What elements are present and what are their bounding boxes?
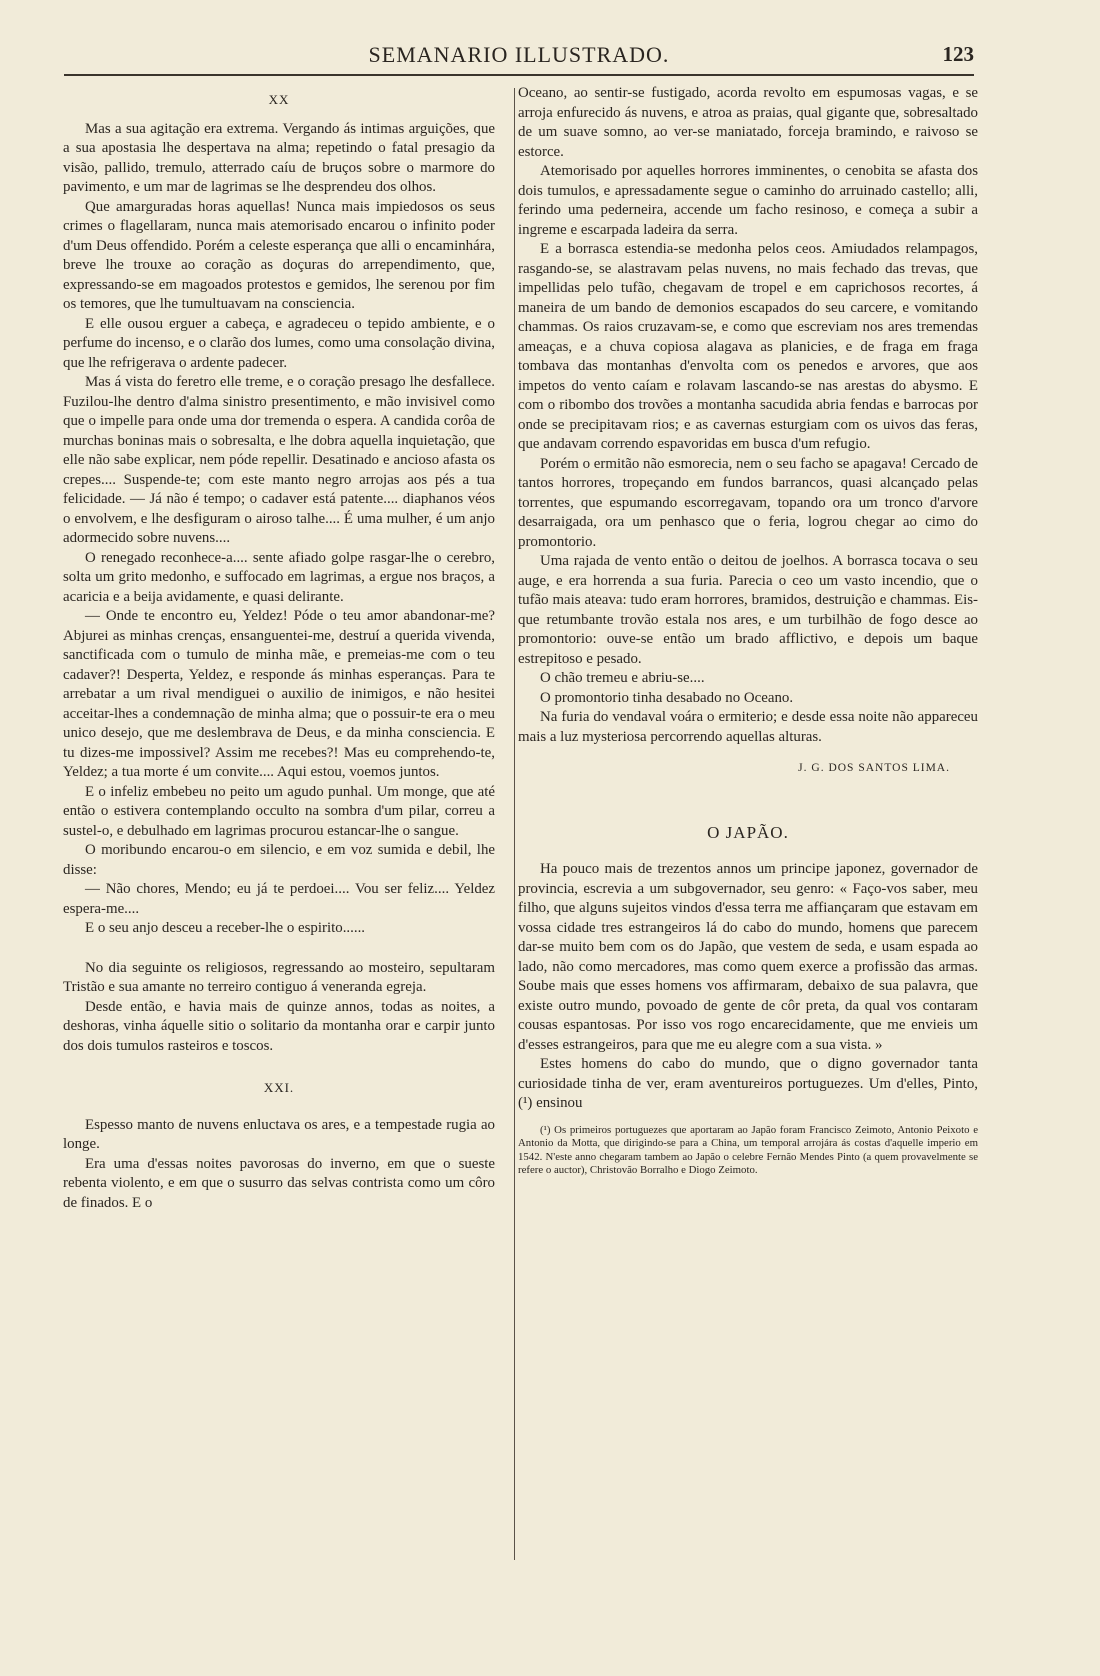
- paragraph: E a borrasca estendia-se medonha pelos ceos. Amiudados relampagos, rasgando-se, se alastravam pelas nuvens, no mais fechado das trevas, que impellidas pelo tufão, chegavam de tropel e em caprichosos recortes, á maneira de um bando de demonios escapados do seu carcere, e vomitando chammas. Os raios cruzavam-se, e como que escreviam nos ares tremendas ameaças, e a chuva copiosa alagava as planicies, e de fraga em fraga tombava das montanhas d'envolta com os penedos e arvores, que aos impetos do vento caíam e rolavam lascando-se nas arestas do abysmo. E com o ribombo dos trovões a montanha sacudida abria fendas e barrocas por onde se precipitavam rios; e as cavernas esturgiam com os uivos das feras, que andavam correndo espavoridas em busca d'um refugio.: [518, 241, 978, 452]
- paragraph: Que amarguradas horas aquellas! Nunca mais impiedosos os seus crimes o flagellaram, nunca mais atemorisado encarou o infinito poder d'um Deus offendido. Porém a celeste esperança que alli o encaminhára, breve lhe trouxe ao coração as doçuras do arrependimento, que, expressando-se em magoados protestos e gemidos, lhe serenou por fim os temores, que lhe tumultuavam na consciencia.: [63, 198, 495, 312]
- paragraph: Espesso manto de nuvens enluctava os ares, e a tempestade rugia ao longe.: [63, 1116, 495, 1152]
- paragraph: Oceano, ao sentir-se fustigado, acorda revolto em espumosas vagas, e se arroja enfurecido ás nuvens, e atroa as praias, qual gigante que, sobresaltado de um suave somno, ao ver-se maniatado, forceja bramindo, e raivoso se estorce.: [518, 85, 978, 160]
- paragraph: Mas á vista do feretro elle treme, e o coração presago lhe desfallece. Fuzilou-lhe dentro d'alma sinistro presentimento, e mão invisivel como que o impelle para onde uma dor tremenda o espera. A candida corôa de murchas boninas mais o sobresalta, e lhe dobra aquella inquietação, que elle não sabe explicar, nem póde repellir. Desatinado e ancioso afasta os crepes.... Suspende-te; com este manto negro arrojas aos pés a tua felicidade. — Já não é tempo; o cadaver está patente.... diaphanos véos o envolvem, e lhe desfiguram o airoso talhe.... É uma mulher, é um anjo adormecido sobre nuvens....: [63, 374, 495, 546]
- section-number-xxi: XXI.: [263, 1080, 295, 1095]
- paragraph: Desde então, e havia mais de quinze annos, todas as noites, a deshoras, vinha áquelle sitio o solitario da montanha orar e carpir junto dos dois tumulos rasteiros e toscos.: [63, 998, 495, 1054]
- paragraph: Porém o ermitão não esmorecia, nem o seu facho se apagava! Cercado de tantos horrores, tropeçando em fundos barrancos, quasi alcançado pelas torrentes, que espumando escorregavam, topando ora um tronco d'arvore desarraigada, ora um penhasco que o feria, logrou chegar ao cimo do promontorio.: [518, 455, 978, 550]
- footnote: (¹) Os primeiros portuguezes que aportaram ao Japão foram Francisco Zeimoto, Antonio Peixoto e Antonio da Motta, que dirigindo-se para a China, um temporal arrojára ás costas d'aquelle imperio em 1542. N'este anno chegaram tambem ao Japão o celebre Fernão Mendes Pinto (a quem provavelmente se refere o auctor), Christovão Borralho e Diogo Zeimoto.: [518, 1123, 978, 1176]
- paragraph: Estes homens do cabo do mundo, que o digno governador tanta curiosidade tinha de ver, eram aventureiros portuguezes. Um d'elles, Pinto, (¹) ensinou: [518, 1056, 978, 1111]
- scene-break: [149, 945, 408, 959]
- page-number: 123: [942, 42, 974, 66]
- running-title: SEMANARIO ILLUSTRADO.: [368, 42, 670, 67]
- page-header: [64, 40, 974, 76]
- paragraph: E elle ousou erguer a cabeça, e agradeceu o tepido ambiente, e o perfume do incenso, e o clarão dos lumes, como uma consolação divina, que lhe refrigerava o ardente padecer.: [63, 315, 495, 371]
- paragraph: Mas a sua agitação era extrema. Vergando ás intimas arguições, que a sua apostasia lhe despertava na alma; repetindo o fatal presagio da visão, pallido, tremulo, atterrado caíu de bruços sobre o marmore do pavimento, e um mar de lagrimas se lhe desprendeu dos olhos.: [63, 120, 495, 195]
- paragraph: O renegado reconhece-a.... sente afiado golpe rasgar-lhe o cerebro, solta um grito medonho, e suffocado em lagrimas, a ergue nos braços, a acaricia e a beija avidamente, e quasi delirante.: [63, 549, 495, 605]
- paragraph: Uma rajada de vento então o deitou de joelhos. A borrasca tocava o seu auge, e era horrenda a sua furia. Parecia o ceo um vasto incendio, que o tufão mais ateava: tudo eram horrores, bramidos, destruição e chammas. Eis-que retumbante trovão estala nos ares, e um turbilhão de fogo desce ao promontorio: ouve-se então um brado afflictivo, e depois um baque estrepitoso e pesado.: [518, 553, 978, 667]
- paragraph: O chão tremeu e abriu-se....: [540, 670, 705, 686]
- paragraph: Na furia do vendaval voára o ermiterio; e desde essa noite não appareceu mais a luz mysteriosa percorrendo aquellas alturas.: [518, 709, 978, 745]
- paragraph: O promontorio tinha desabado no Oceano.: [540, 689, 794, 706]
- left-column: [63, 84, 495, 1213]
- paragraph: E o infeliz embebeu no peito um agudo punhal. Um monge, que até então o estivera contemplando occulto na sombra d'um pilar, correu a sustel-o, e debulhado em lagrimas procurou estancar-lhe o sangue.: [63, 783, 495, 839]
- paragraph: Era uma d'essas noites pavorosas do inverno, em que o sueste rebenta violento, e em que o susurro das selvas contrista como um côro de finados. E o: [63, 1155, 495, 1211]
- article-title: O JAPÃO.: [707, 822, 789, 842]
- right-column: [514, 84, 978, 1178]
- paragraph: — Onde te encontro eu, Yeldez! Póde o teu amor abandonar-me? Abjurei as minhas crenças, ensanguentei-me, destruí a querida vivenda, sanctificada com o tumulo de minha mãe, e premeias-me com o teu cadaver?! Desperta, Yeldez, e responde ás minhas esperanças. Para te arrebatar a um rival mendiguei o auxilio de inimigos, e não hesitei acceitar-lhes a condemnação de minha alma; que o possuir-te era o meu unico desejo, que me deslembrava de Deus, e da minha consciencia. E tu dizes-me impossivel? Assim me recebes?! Mas eu comprehendo-te, Yeldez; a tua morte é um convite.... Aqui estou, voemos juntos.: [63, 608, 495, 780]
- paragraph: Ha pouco mais de trezentos annos um principe japonez, governador de provincia, escrevia a um subgovernador, seu genro: « Faço-vos saber, meu filho, que alguns sujeitos vindos d'essa terra me affiançaram que estavam em vossa cidade tres estrangeiros lá do cabo do mundo, homens que parecem dar-se muito bem com os do Japão, que vestem de seda, e usam espada ao lado, não como mercadores, mas como quem exerce a profissão das armas. Soube mais que esses homens vos affirmaram, debaixo de sua palavra, que existe outro mundo, povoado de gente de côr preta, da qual vos contaram cousas espantosas. Por isso vos rogo encarecidamente, que me envieis um d'esses estrangeiros, para que me eu alegre com a sua vista. »: [518, 861, 978, 1053]
- paragraph: — Não chores, Mendo; eu já te perdoei.... Vou ser feliz.... Yeldez espera-me....: [63, 881, 495, 917]
- paragraph: Atemorisado por aquelles horrores imminentes, o cenobita se afasta dos dois tumulos, e apressadamente segue o caminho do arruinado castello; alli, ferindo uma pederneira, accende um facho resinoso, e começa a subir a ingreme e escarpada ladeira da serra.: [518, 163, 978, 238]
- section-number-xx: XX: [268, 92, 290, 107]
- paragraph: O moribundo encarou-o em silencio, e em voz sumida e debil, lhe disse:: [63, 842, 495, 878]
- paragraph: E o seu anjo desceu a receber-lhe o espirito......: [85, 920, 366, 936]
- author-signature: J. G. DOS SANTOS LIMA.: [798, 762, 950, 774]
- paragraph: No dia seguinte os religiosos, regressando ao mosteiro, sepultaram Tristão e sua amante no terreiro contiguo á veneranda egreja.: [63, 959, 495, 995]
